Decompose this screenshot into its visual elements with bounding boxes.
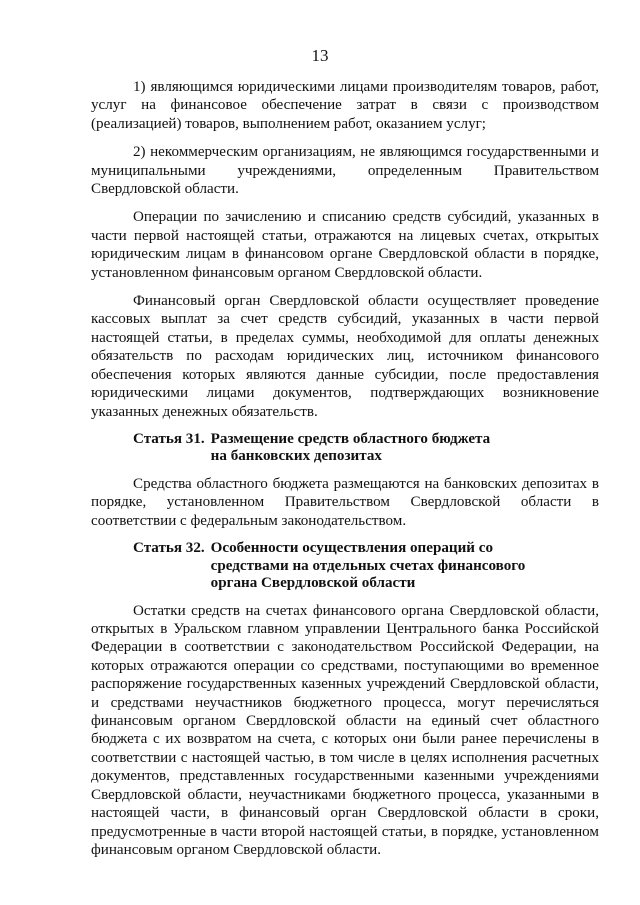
paragraph-article-32: Остатки средств на счетах финансового органа Свердловской области, открытых в Уральском главном управлении Центрального банка Российской Федерации в соответствии с законодательством Российской Федерации, на которых отражаются операции со средствами, поступающими во временное распоряжение государственных казенных учреждений Свердловской области, и средствами неучастников бюджетного процесса, могут перечисляться финансовым органом Свердловской области на единый счет областного бюджета с их возвратом на счета, с которых они были ранее перечислены в соответствии с настоящей частью, в том числе в целях исполнения расчетных документов, представленных государственными казенными учреждениями Свердловской области, неучастниками бюджетного процесса, указанными в настоящей части, в финансовый орган Свердловской области в сроки, предусмотренные в части второй настоящей статьи, в порядке, установленном финансовым органом Свердловской области. [91, 602, 599, 858]
paragraph-item-1: 1) являющимся юридическими лицами производителям товаров, работ, услуг на финансовое обеспечение затрат в связи с производством (реализацией) товаров, выполнением работ, оказанием услуг; [91, 79, 599, 132]
paragraph-cash-payments: Финансовый орган Свердловской области осуществляет проведение кассовых выплат за счет средств субсидий, указанных в части первой настоящей статьи, в пределах суммы, необходимой для оплаты денежных обязательств по расходам юридических лиц, источником финансового обеспечения которых являются данные субсидии, после предоставления юридическими лицами документов, подтверждающих возникновение указанных денежных обязательств. [91, 293, 599, 420]
article-32-number: Статья 32. [133, 540, 205, 557]
article-32-title-line-1: Особенности осуществления операций со [210, 540, 494, 557]
article-31-number: Статья 31. [133, 430, 205, 447]
paragraph-item-2: 2) некоммерческим организациям, не являющимся государственными и муниципальными учреждениями, определенным Правительством Свердловской области. [91, 144, 599, 198]
paragraph-operations: Операции по зачислению и списанию средств субсидий, указанных в части первой настоящей статьи, отражаются на лицевых счетах, открытых юридическим лицам в финансовом органе Свердловской области в порядке, установленном финансовым органом Свердловской области. [91, 209, 599, 281]
article-31-title-line-2: на банковских депозитах [210, 448, 382, 465]
document-body [91, 78, 599, 869]
article-32-title-line-3: органа Свердловской области [210, 575, 416, 592]
article-32-heading [91, 540, 599, 593]
article-32-title-line-2: средствами на отдельных счетах финансового [210, 557, 526, 574]
article-31-title-line-1: Размещение средств областного бюджета [210, 430, 491, 447]
paragraph-article-31: Средства областного бюджета размещаются на банковских депозитах в порядке, установленном Правительством Свердловской области в соответствии с федеральным законодательством. [91, 475, 599, 529]
article-31-heading [91, 431, 599, 466]
page-number: 13 [311, 46, 329, 65]
